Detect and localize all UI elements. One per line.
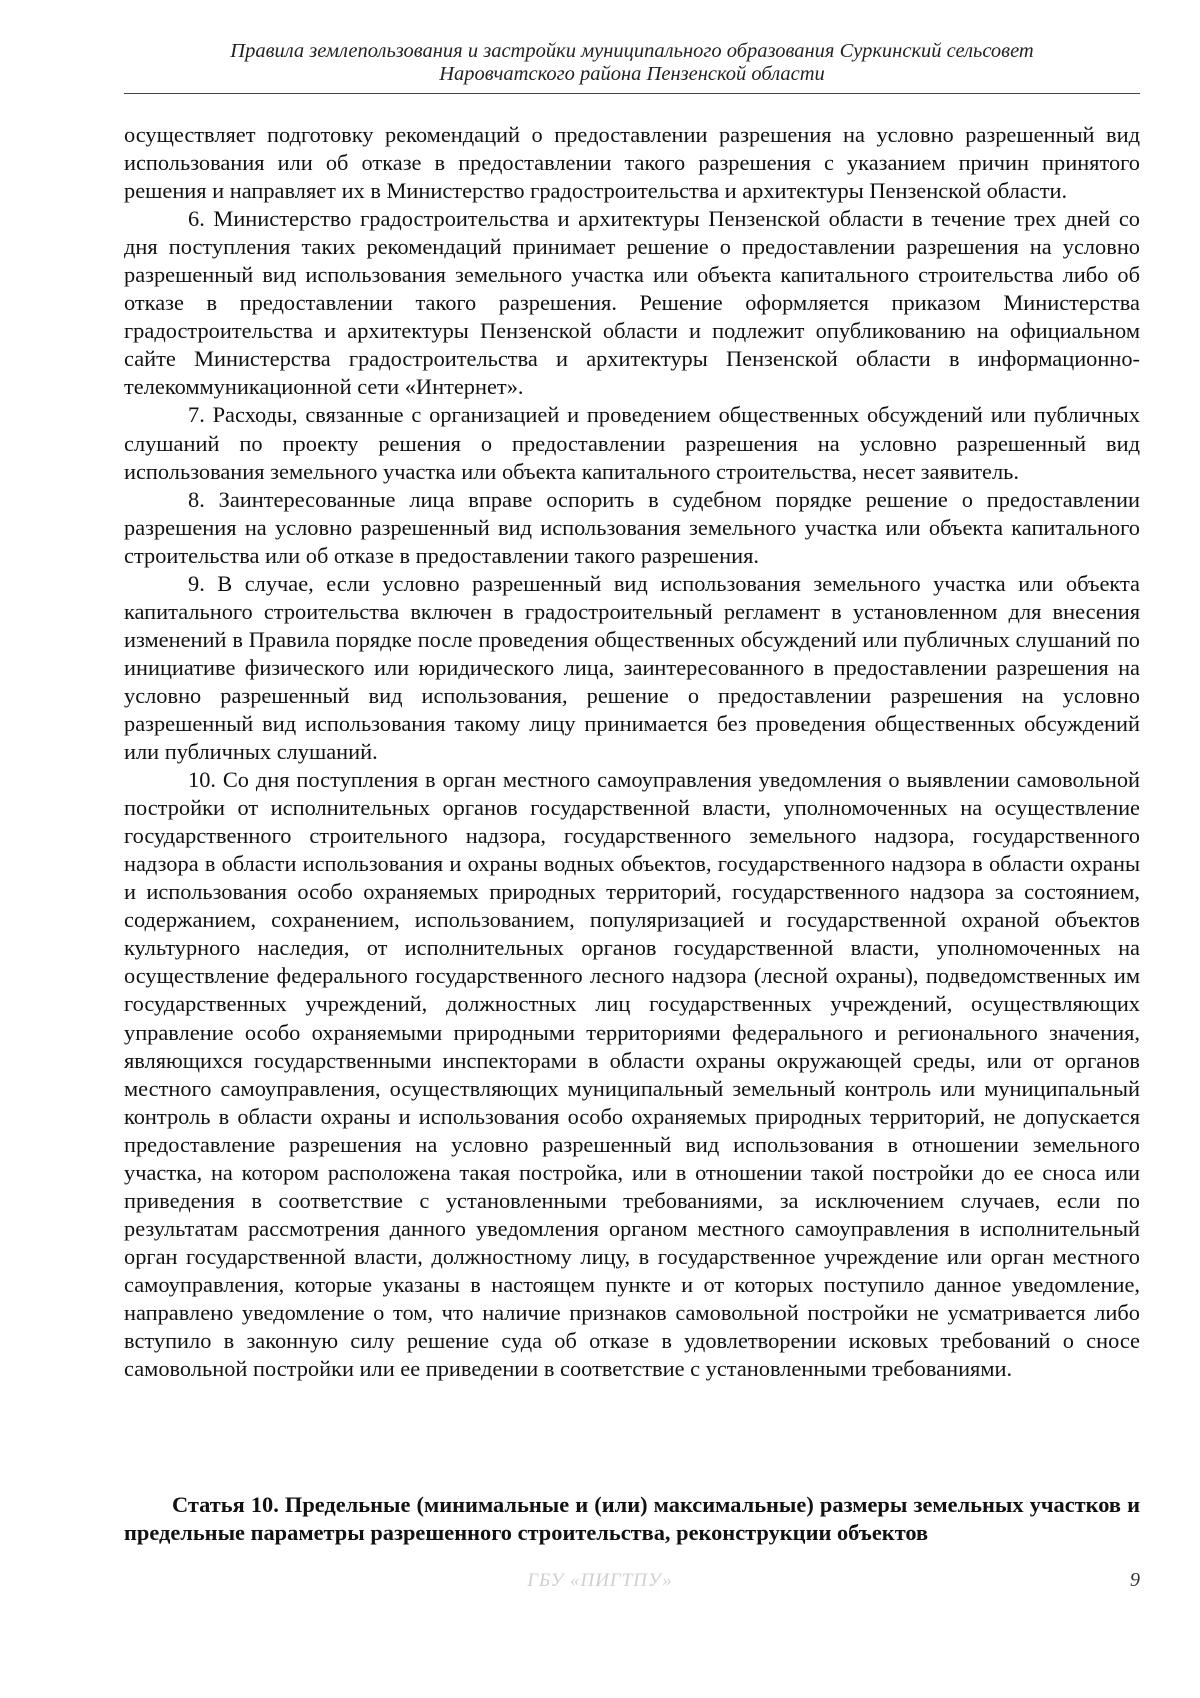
header-line-1: Правила землепользования и застройки муниципального образования Суркинский сельсовет [230, 40, 1034, 62]
paragraph-6: 6. Министерство градостроительства и архитектуры Пензенской области в течение трех дней со дня поступления таких рекомендаций принимает решение о предоставлении разрешения на условно разрешенный вид использования земельного участка или объекта капитального строительства либо об отказе в предоставлении такого разрешения. Решение оформляется приказом Министерства градостроительства и архитектуры Пензенской области и подлежит опубликованию на официальном сайте Министерства градостроительства и архитектуры Пензенской области в информационно-телекоммуникационной сети «Интернет». [124, 206, 1140, 400]
header-divider [124, 93, 1140, 94]
body-text [124, 121, 1140, 1383]
paragraph-continuation: осуществляет подготовку рекомендаций о предоставлении разрешения на условно разрешенный вид использования или об отказе в предоставлении такого разрешения с указанием причин принятого решения и направляет их в Министерство градостроительства и архитектуры Пензенской области. [124, 122, 1140, 204]
paragraph-9: 9. В случае, если условно разрешенный вид использования земельного участка или объекта капитального строительства включен в градостроительный регламент в установленном для внесения изменений в Правила порядке после проведения общественных обсуждений или публичных слушаний по инициативе физического или юридического лица, заинтересованного в предоставлении разрешения на условно разрешенный вид использования, решение о предоставлении разрешения на условно разрешенный вид использования такому лицу принимается без проведения общественных обсуждений или публичных слушаний. [124, 570, 1140, 765]
paragraph-7: 7. Расходы, связанные с организацией и проведением общественных обсуждений или публичных слушаний по проекту решения о предоставлении разрешения на условно разрешенный вид использования земельного участка или объекта капитального строительства, несет заявитель. [124, 402, 1140, 484]
header-line-2: Наровчатского района Пензенской области [439, 63, 825, 85]
article-heading: Статья 10. Предельные (минимальные и (или) максимальные) размеры земельных участков и предельные параметры разрешенного строительства, реконструкции объектов [124, 1492, 1140, 1545]
footer-organization: ГБУ «ПИГТПУ» [527, 1570, 673, 1591]
running-header [124, 40, 1140, 86]
paragraph-8: 8. Заинтересованные лица вправе оспорить в судебном порядке решение о предоставлении разрешения на условно разрешенный вид использования земельного участка или объекта капитального строительства или об отказе в предоставлении такого разрешения. [124, 486, 1140, 568]
page-number: 9 [1130, 1569, 1140, 1591]
paragraph-10: 10. Со дня поступления в орган местного самоуправления уведомления о выявлении самовольной постройки от исполнительных органов государственной власти, уполномоченных на осуществление государственного строительного надзора, государственного земельного надзора, государственного надзора в области использования и охраны водных объектов, государственного надзора в области охраны и использования особо охраняемых природных территорий, государственного надзора за состоянием, содержанием, сохранением, использованием, популяризацией и государственной охраной объектов культурного наследия, от исполнительных органов государственной власти, уполномоченных на осуществление федерального государственного лесного надзора (лесной охраны), подведомственных им государственных учреждений, должностных лиц государственных учреждений, осуществляющих управление особо охраняемыми природными территориями федерального и регионального значения, являющихся государственными инспекторами в области охраны окружающей среды, или от органов местного самоуправления, осуществляющих муниципальный земельный контроль или муниципальный контроль в области охраны и использования особо охраняемых природных территорий, не допускается предоставление разрешения на условно разрешенный вид использования в отношении земельного участка, на котором расположена такая постройка, или в отношении такой постройки до ее сноса или приведения в соответствие с установленными требованиями, за исключением случаев, если по результатам рассмотрения данного уведомления органом местного самоуправления в исполнительный орган государственной власти, должностному лицу, в государственное учреждение или орган местного самоуправления, которые указаны в настоящем пункте и от которых поступило данное уведомление, направлено уведомление о том, что наличие признаков самовольной постройки не усматривается либо вступило в законную силу решение суда об отказе в удовлетворении исковых требований о сносе самовольной постройки или ее приведении в соответствие с установленными требованиями. [124, 767, 1140, 1382]
